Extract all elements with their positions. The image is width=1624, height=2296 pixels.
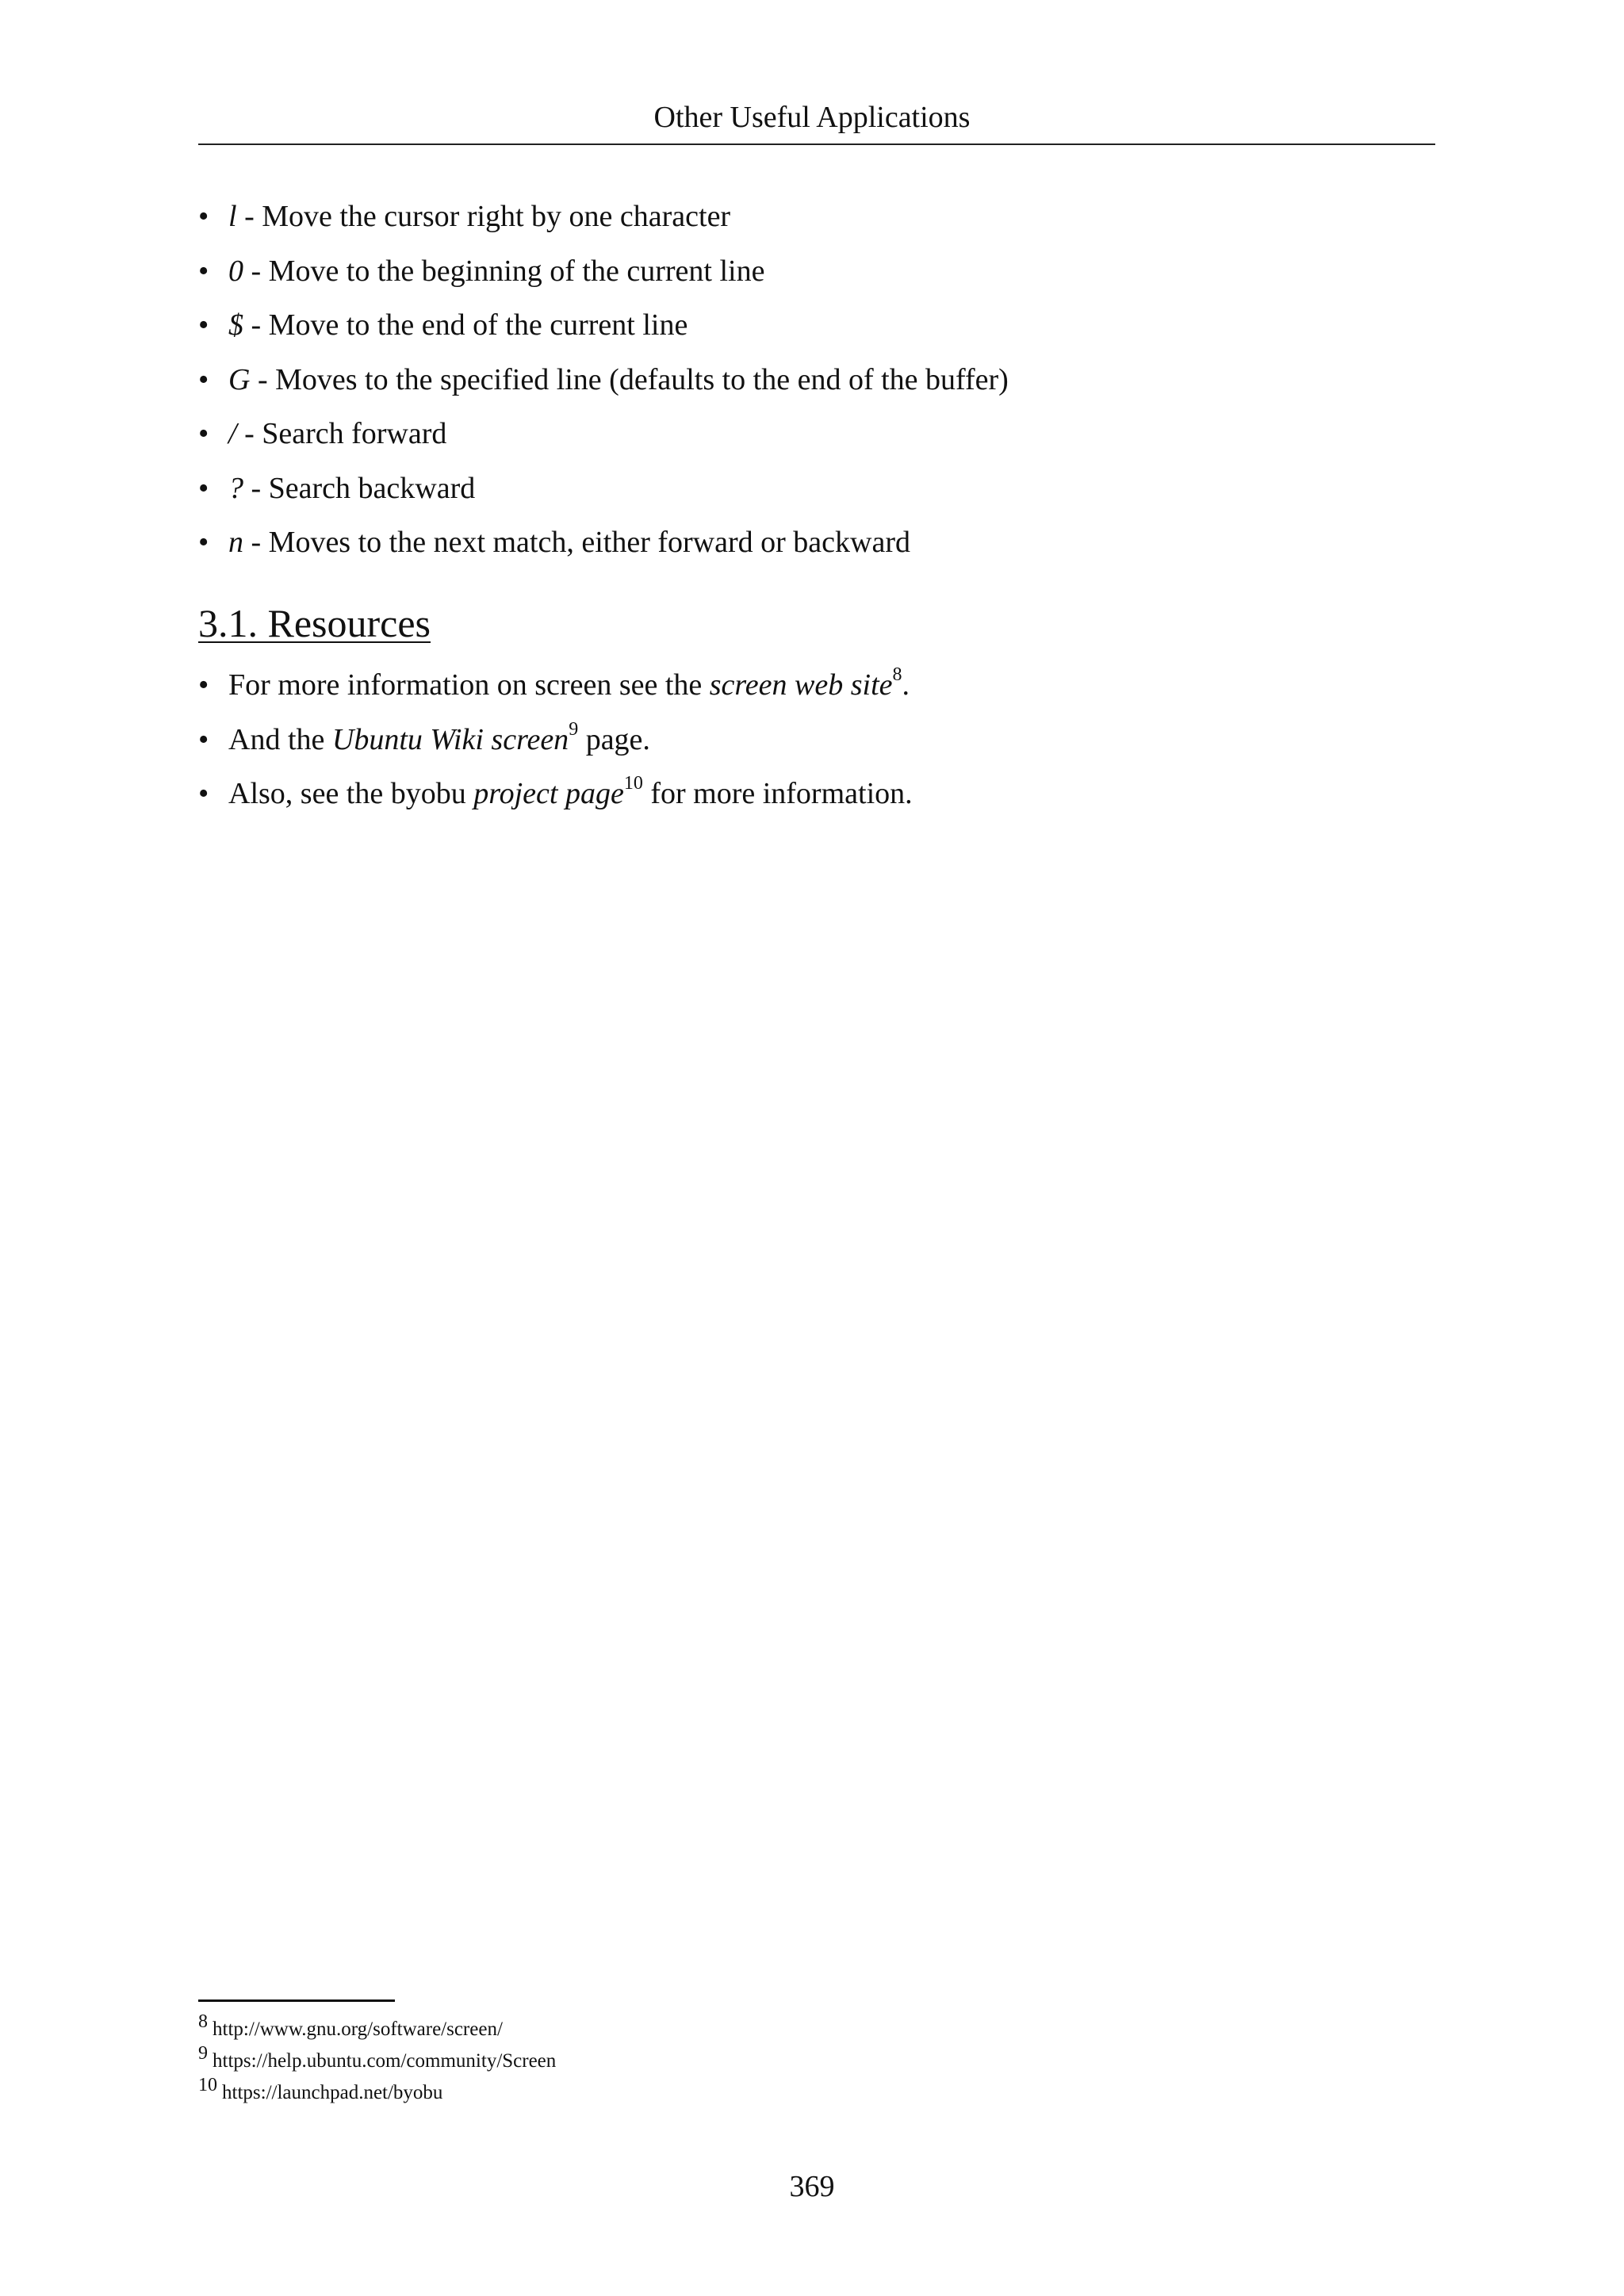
list-item xyxy=(198,718,1435,772)
resource-text-after: page. xyxy=(578,722,650,756)
footnote xyxy=(198,2011,556,2045)
list-item xyxy=(198,303,1435,358)
list-item xyxy=(198,663,1435,718)
command-list xyxy=(198,194,1435,575)
footnote-ref[interactable]: 10 xyxy=(623,773,643,794)
command-description: - Move to the end of the current line xyxy=(243,308,688,342)
section-heading: 3.1. Resources xyxy=(198,601,431,645)
footnote-rule xyxy=(198,1999,395,2002)
command-key: $ xyxy=(228,308,243,342)
footnote-url[interactable]: https://launchpad.net/byobu xyxy=(222,2082,443,2103)
footnote xyxy=(198,2077,556,2109)
bullet-icon: • xyxy=(198,254,209,288)
header-rule xyxy=(198,144,1435,145)
bullet-icon: • xyxy=(198,308,209,342)
resource-text-after: . xyxy=(902,668,910,702)
resource-link[interactable]: Ubuntu Wiki screen xyxy=(331,722,569,756)
footnotes xyxy=(198,2011,557,2109)
bullet-icon: • xyxy=(198,526,209,559)
bullet-icon: • xyxy=(198,417,209,450)
command-description: - Move to the beginning of the current line xyxy=(243,254,765,288)
footnote-number: 8 xyxy=(198,2011,208,2032)
command-description: - Search backward xyxy=(243,471,476,505)
command-key: / xyxy=(228,417,237,450)
list-item xyxy=(198,411,1435,466)
resource-text: And the xyxy=(228,722,332,756)
command-key: n xyxy=(228,526,243,559)
bullet-icon: • xyxy=(198,471,209,505)
running-header: Other Useful Applications xyxy=(653,101,971,134)
command-description: - Moves to the next match, either forward or backward xyxy=(243,526,910,559)
resource-link[interactable]: screen web site xyxy=(709,668,893,702)
footnote xyxy=(198,2045,556,2077)
page-number: 369 xyxy=(789,2170,835,2203)
command-description: - Search forward xyxy=(236,417,447,450)
resource-text: For more information on screen see the xyxy=(228,668,710,702)
command-key: 0 xyxy=(228,254,243,288)
command-key: l xyxy=(228,200,237,233)
bullet-icon: • xyxy=(198,722,209,756)
footnote-url[interactable]: http://www.gnu.org/software/screen/ xyxy=(213,2019,503,2040)
command-description: - Move the cursor right by one character xyxy=(236,200,731,233)
bullet-icon: • xyxy=(198,200,209,233)
bullet-icon: • xyxy=(198,777,209,810)
list-item xyxy=(198,466,1435,521)
resource-link[interactable]: project page xyxy=(473,777,624,810)
footnote-number: 9 xyxy=(198,2043,208,2064)
footnote-url[interactable]: https://help.ubuntu.com/community/Screen xyxy=(213,2050,557,2072)
footnote-number: 10 xyxy=(198,2075,217,2095)
command-key: ? xyxy=(228,471,243,505)
list-item xyxy=(198,358,1435,412)
resources-list xyxy=(198,663,1435,826)
command-key: G xyxy=(228,362,251,396)
resource-text-after: for more information. xyxy=(642,777,913,810)
list-item xyxy=(198,194,1435,249)
list-item xyxy=(198,249,1435,304)
bullet-icon: • xyxy=(198,362,209,396)
bullet-icon: • xyxy=(198,668,209,702)
list-item xyxy=(198,771,1435,826)
footnote-ref[interactable]: 9 xyxy=(569,718,579,740)
command-description: - Moves to the specified line (defaults to the end of the buffer) xyxy=(250,362,1009,396)
footnote-ref[interactable]: 8 xyxy=(892,664,902,686)
resource-text: Also, see the byobu xyxy=(228,777,474,810)
list-item xyxy=(198,520,1435,575)
